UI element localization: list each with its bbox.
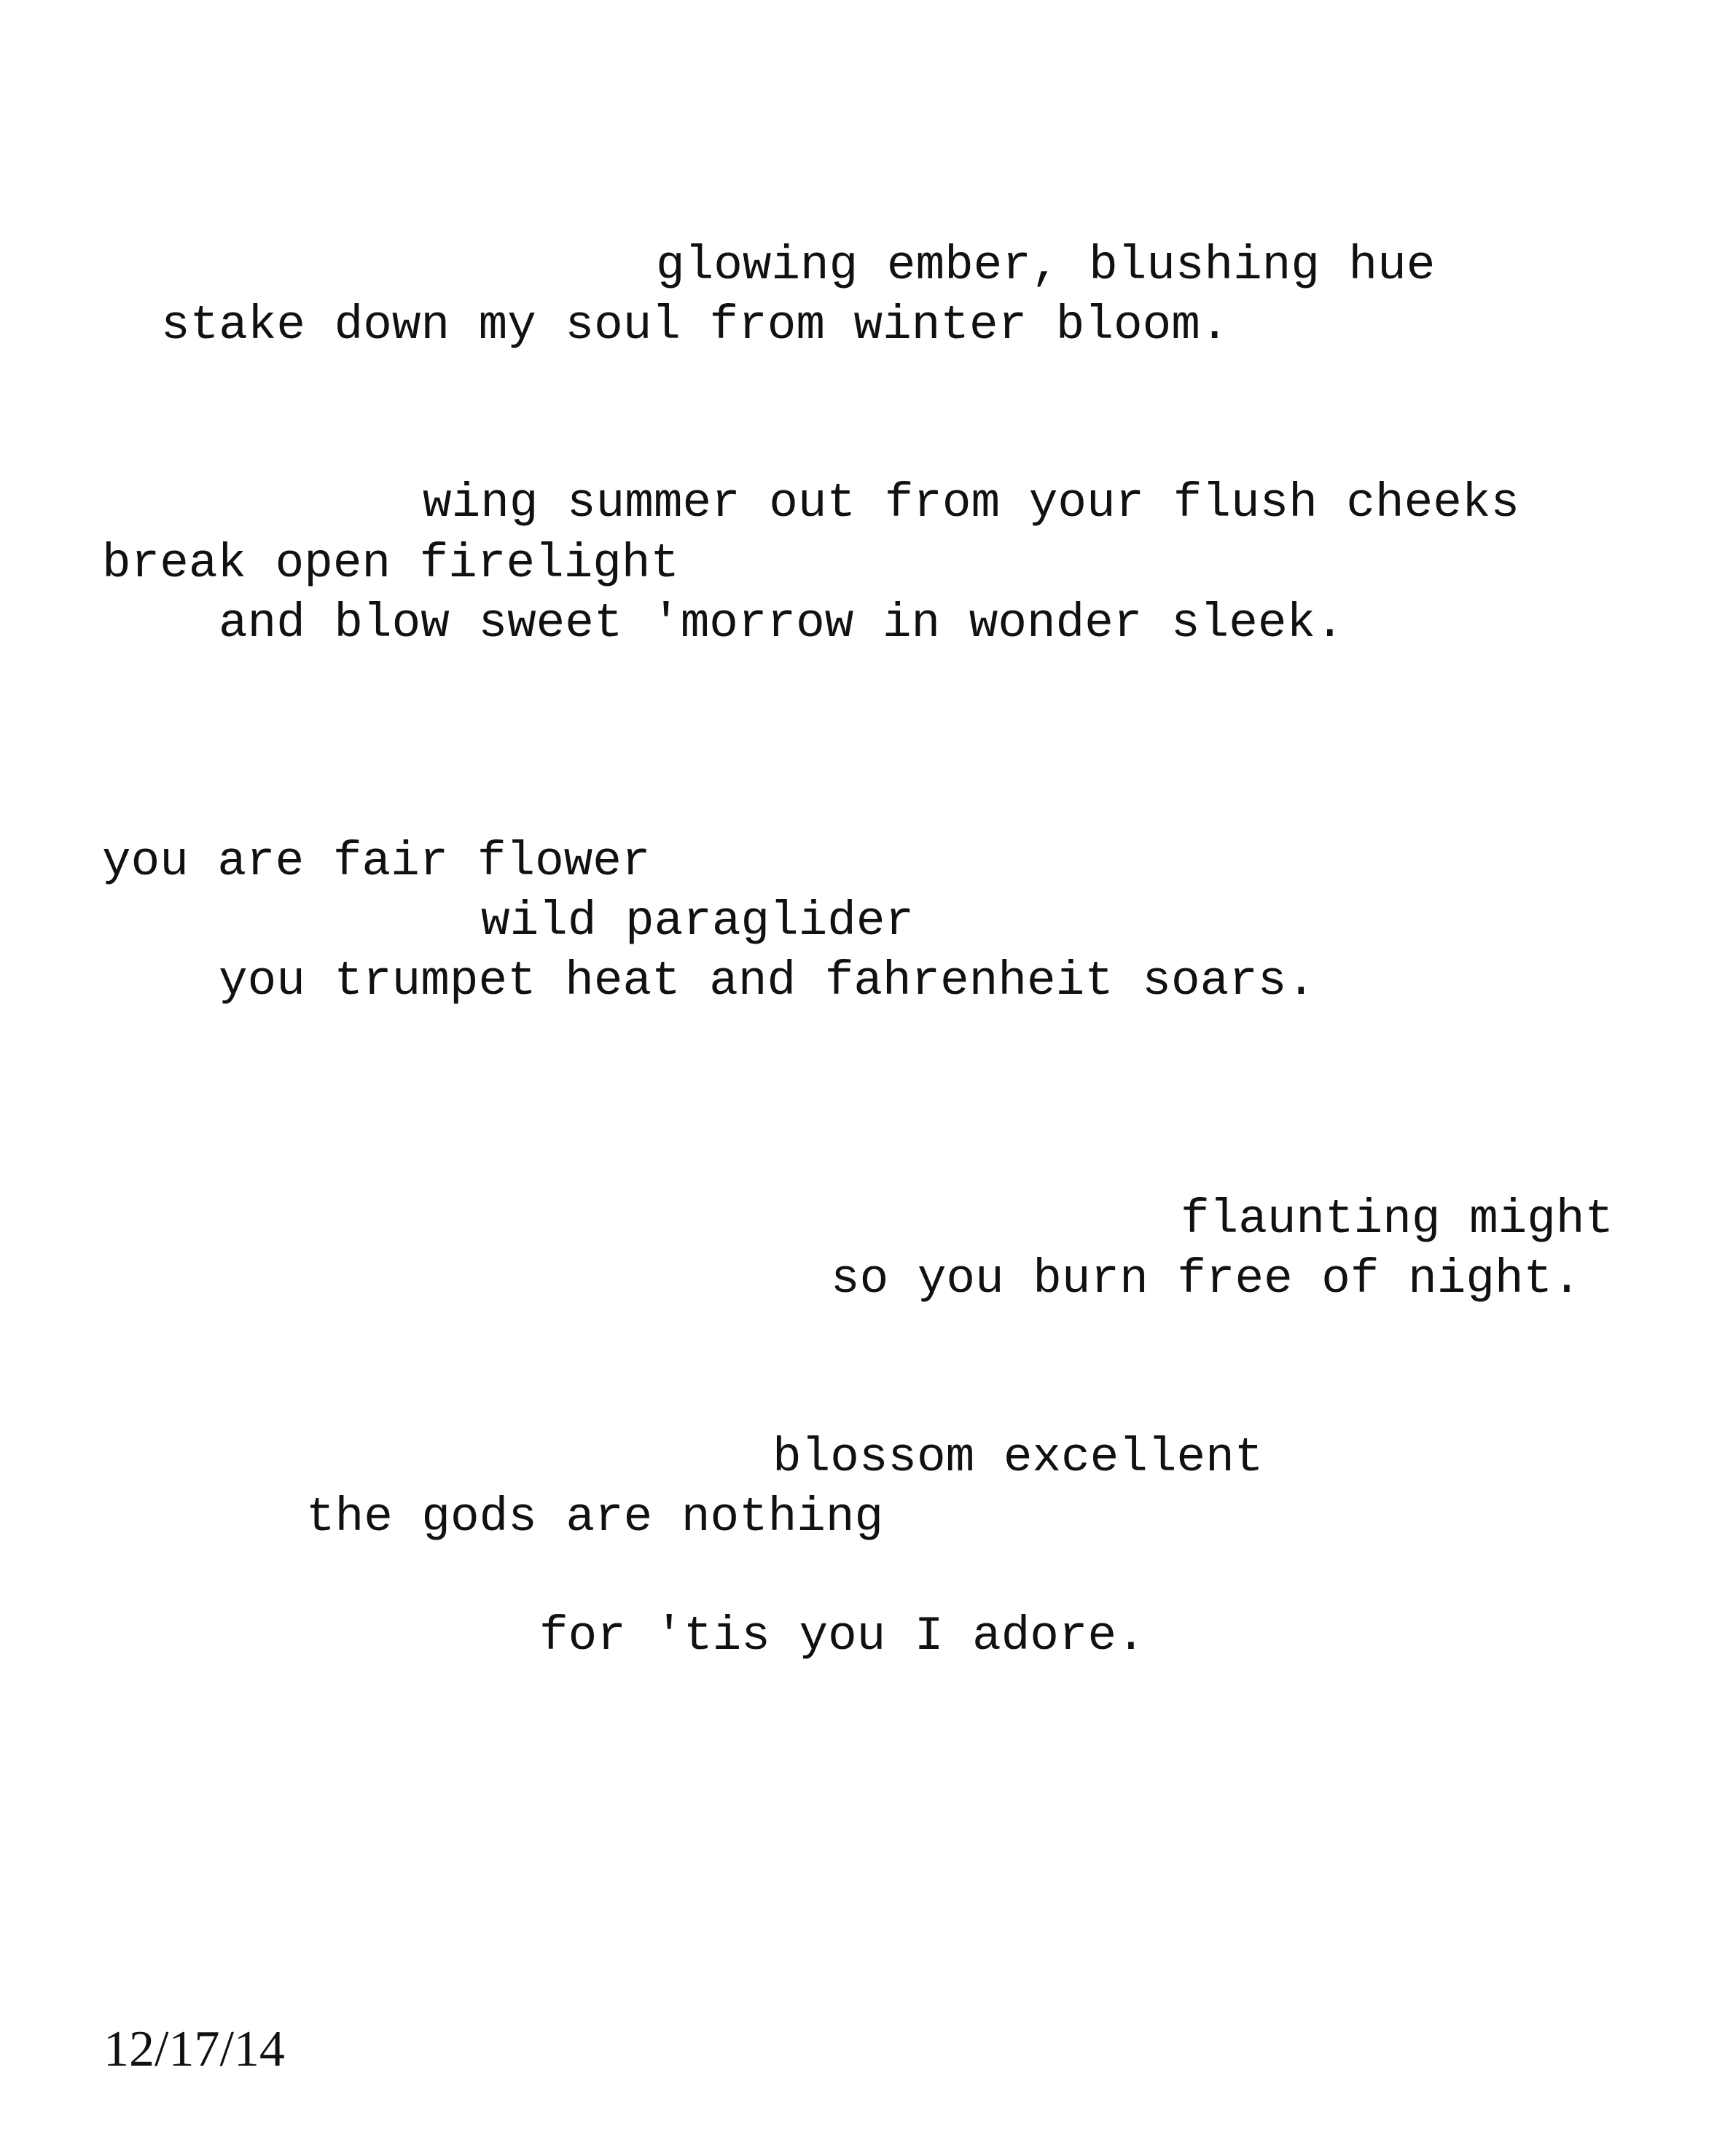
poem-line: so you burn free of night. [831, 1252, 1581, 1306]
poem-line: and blow sweet 'morrow in wonder sleek. [219, 596, 1345, 651]
poem-line: break open firelight [102, 536, 680, 591]
poem-line: stake down my soul from winter bloom. [161, 298, 1229, 353]
poem-line: blossom excellent [772, 1430, 1264, 1485]
poem-line: wild paraglider [481, 894, 915, 949]
poem-line: the gods are nothing [306, 1490, 884, 1545]
poem-line: wing summer out from your flush cheeks [423, 476, 1520, 530]
poem-line: for 'tis you I adore. [539, 1609, 1146, 1663]
poem-date: 12/17/14 [103, 2021, 285, 2077]
poem-line: flaunting might [1181, 1192, 1614, 1247]
poem-line: you are fair flower [102, 834, 651, 889]
poem-line: glowing ember, blushing hue [656, 238, 1436, 293]
poem-line: you trumpet heat and fahrenheit soars. [219, 954, 1316, 1008]
